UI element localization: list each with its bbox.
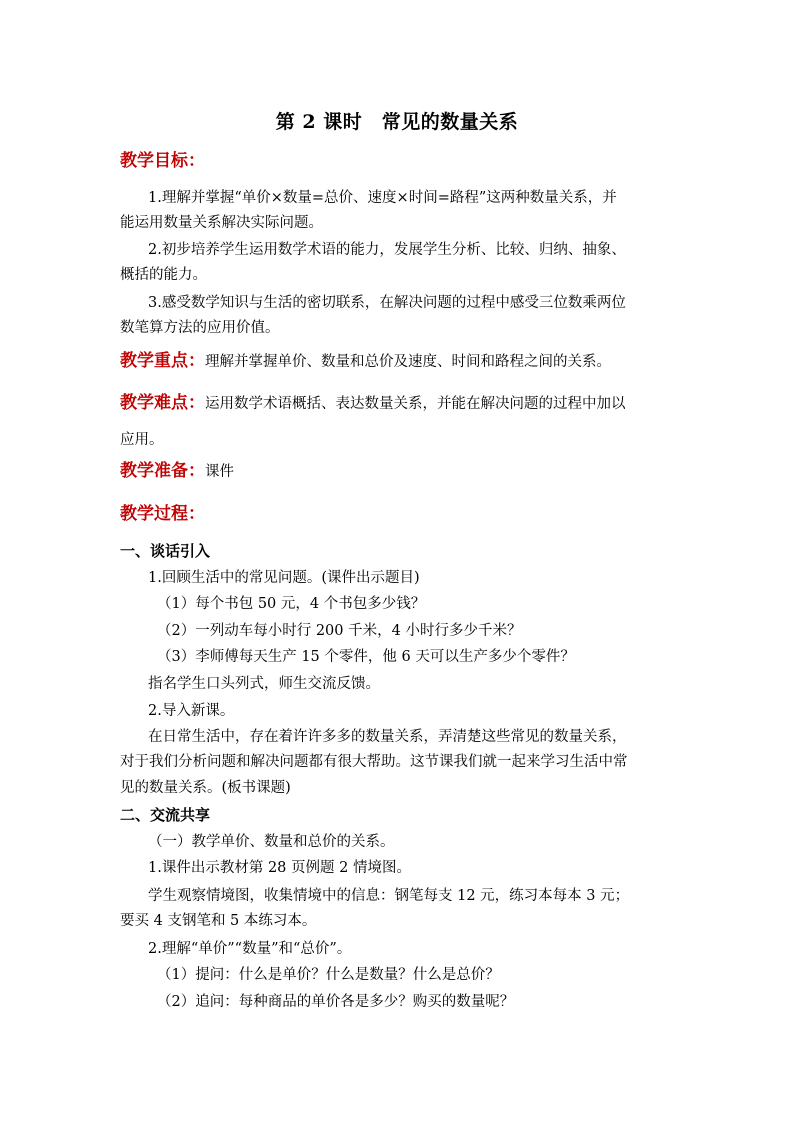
goal-2-line-1: 2.初步培养学生运用数学术语的能力，发展学生分析、比较、归纳、抽象、 bbox=[148, 242, 626, 258]
goals-heading: 教学目标： bbox=[120, 151, 205, 171]
section-1-p4-line-3: 见的数量关系。(板书课题) bbox=[120, 780, 291, 796]
section-2-p2-line-2: 要买 4 支钢笔和 5 本练习本。 bbox=[120, 913, 317, 929]
section-1-heading: 一、谈话引入 bbox=[120, 542, 211, 560]
section-2-p1: 1.课件出示教材第 28 页例题 2 情境图。 bbox=[148, 860, 411, 876]
section-2-p3: 2.理解“单价”“数量”和“总价”。 bbox=[148, 941, 352, 957]
key-point-label: 教学重点： bbox=[120, 351, 205, 371]
section-1-q3: （3）李师傅每天生产 15 个零件，他 6 天可以生产多少个零件？ bbox=[157, 649, 575, 665]
section-1-p4-line-1: 在日常生活中，存在着许许多多的数量关系，弄清楚这些常见的数量关系， bbox=[148, 729, 627, 745]
preparation-text: 课件 bbox=[205, 464, 234, 480]
section-1-p4-line-2: 对于我们分析问题和解决问题都有很大帮助。这节课我们就一起来学习生活中常 bbox=[120, 754, 628, 770]
page-title: 第 2 课时 常见的数量关系 bbox=[275, 111, 519, 133]
goal-1-line-2: 能运用数量关系解决实际问题。 bbox=[120, 215, 323, 231]
preparation-label: 教学准备： bbox=[120, 461, 205, 481]
section-1-p3: 2.导入新课。 bbox=[148, 703, 235, 719]
section-1-p2: 指名学生口头列式，师生交流反馈。 bbox=[148, 676, 380, 692]
difficulty bbox=[120, 393, 626, 414]
difficulty-text-line-1: 运用数学术语概括、表达数量关系，并能在解决问题的过程中加以 bbox=[205, 396, 626, 412]
section-2-sub1: （一）教学单价、数量和总价的关系。 bbox=[148, 834, 395, 850]
section-2-heading: 二、交流共享 bbox=[120, 806, 211, 824]
preparation bbox=[120, 461, 234, 482]
key-point-text: 理解并掌握单价、数量和总价及速度、时间和路程之间的关系。 bbox=[205, 354, 611, 370]
key-point bbox=[120, 351, 611, 372]
section-2-q1: （1）提问：什么是单价？什么是数量？什么是总价？ bbox=[157, 967, 500, 983]
goal-3-line-2: 数笔算方法的应用价值。 bbox=[120, 320, 280, 336]
process-heading: 教学过程： bbox=[120, 504, 205, 524]
section-1-q1: （1）每个书包 50 元，4 个书包多少钱？ bbox=[157, 596, 426, 612]
section-1-p1: 1.回顾生活中的常见问题。(课件出示题目) bbox=[148, 570, 420, 586]
section-2-q2: （2）追问：每种商品的单价各是多少？购买的数量呢？ bbox=[157, 994, 515, 1010]
section-1-q2: （2）一列动车每小时行 200 千米，4 小时行多少千米？ bbox=[157, 623, 522, 639]
difficulty-text-line-2: 应用。 bbox=[120, 432, 164, 448]
goal-2-line-2: 概括的能力。 bbox=[120, 267, 207, 283]
goal-1-line-1: 1.理解并掌握“单价×数量=总价、速度×时间=路程”这两种数量关系，并 bbox=[148, 190, 617, 206]
section-2-p2-line-1: 学生观察情境图，收集情境中的信息：钢笔每支 12 元，练习本每本 3 元； bbox=[148, 888, 630, 904]
goal-3-line-1: 3.感受数学知识与生活的密切联系，在解决问题的过程中感受三位数乘两位 bbox=[148, 295, 626, 311]
difficulty-label: 教学难点： bbox=[120, 393, 205, 413]
